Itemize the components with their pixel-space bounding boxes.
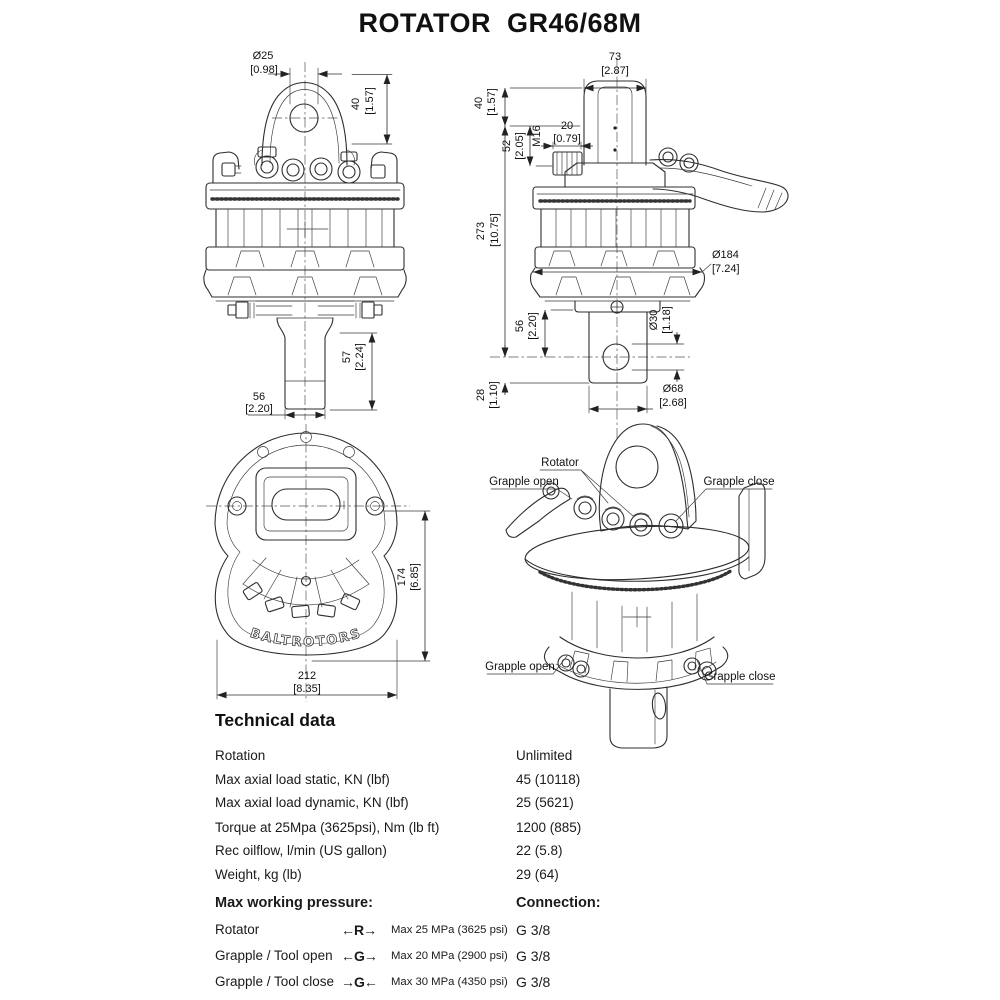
dim-front-w56-in: [2.20] [245,403,273,415]
dim-side-dia30: Ø30 [648,309,660,331]
table-row [215,748,635,766]
table-row [215,820,635,838]
flow-direction-arrows: →G← [341,974,377,990]
dim-front-v57-in: [2.24] [354,343,366,371]
row-label: Torque at 25Mpa (3625psi), Nm (lb ft) [215,820,440,835]
row-label: Rec oilflow, l/min (US gallon) [215,843,387,858]
row-value: 25 (5621) [516,795,574,810]
label-grapple-open-bottom: Grapple open [485,661,555,673]
dim-side-v56: 56 [514,319,526,333]
iso-view-drawing [455,415,790,760]
dim-side-v52-in: [2.05] [514,132,526,160]
pressure-row [215,948,655,968]
dim-front-h40: 40 [350,97,362,111]
row-value: 22 (5.8) [516,843,563,858]
row-value: 29 (64) [516,867,559,882]
row-value: 45 (10118) [516,772,581,787]
iso-callouts [485,457,775,684]
dim-front-h40-in: [1.57] [364,87,376,115]
side-body [531,187,705,313]
connection-value: G 3/8 [516,922,551,938]
dim-side-v56-in: [2.20] [527,312,539,340]
brand-text: BALTROTORS [248,625,364,651]
dim-side-v52: 52 [501,139,513,153]
side-view-drawing [470,45,800,420]
pressure-value: Max 30 MPa (4350 psi) [391,976,508,988]
row-value: Unlimited [516,748,573,763]
flow-direction-arrows: ←G→ [341,948,377,964]
row-label: Rotation [215,748,266,763]
pressure-row-label: Rotator [215,922,260,937]
dim-front-w56: 56 [252,391,266,403]
dim-side-w73: 73 [608,51,622,63]
side-hose-guard-arm [650,148,788,212]
iso-shaft [610,687,667,748]
front-hydraulic-ports [222,147,385,183]
tech-data-heading: Technical data [215,710,336,730]
pressure-row-label: Grapple / Tool close [215,974,335,989]
dim-top-w212-in: [8.35] [293,683,321,695]
front-shackle [254,83,354,166]
dim-side-v273: 273 [475,221,487,241]
flow-direction-arrows: ←R→ [341,922,377,938]
side-shaft [589,312,647,383]
dim-front-dia25: Ø25 [252,50,274,62]
dim-side-w73-in: [2.87] [601,65,629,77]
iso-body [524,521,750,689]
dim-top-v174: 174 [396,567,408,587]
dim-front-v57: 57 [341,350,353,364]
dim-side-dia68: Ø68 [662,383,684,395]
dim-side-dia184-in: [7.24] [712,263,740,275]
dim-side-v28-in: [1.10] [488,381,500,409]
row-label: Weight, kg (lb) [215,867,302,882]
pressure-value: Max 20 MPa (2900 psi) [391,950,508,962]
dim-top-v174-in: [6.85] [409,563,421,591]
pressure-table [215,918,655,998]
label-grapple-close-bottom: Grapple close [704,671,776,683]
connection-value: G 3/8 [516,974,551,990]
pressure-row-label: Grapple / Tool open [215,948,333,963]
dim-side-h40: 40 [473,96,485,110]
tech-data-table [215,746,635,896]
dim-side-v28: 28 [475,388,487,402]
row-label: Max axial load dynamic, KN (lbf) [215,795,409,810]
pressure-row [215,974,655,994]
label-grapple-open-top: Grapple open [489,476,559,488]
front-centerlines [272,62,338,420]
dim-side-dia68-in: [2.68] [659,397,687,409]
front-view-drawing [200,45,460,425]
dim-side-w20: 20 [560,120,574,132]
dim-side-dia184: Ø184 [712,249,739,261]
label-rotator: Rotator [541,457,579,469]
table-row [215,843,635,861]
iso-right-bracket [739,483,765,579]
dim-side-v273-in: [10.75] [489,213,501,247]
table-row [215,772,635,790]
dim-side-thread: M16 [531,125,543,147]
pressure-heading: Max working pressure: [215,895,373,911]
table-row [215,795,635,813]
table-row [215,867,635,885]
dim-side-w20-in: [0.79] [553,133,581,145]
front-dimensions [245,50,392,419]
dim-side-dia30-in: [1.18] [661,306,673,334]
side-dimensions [473,51,740,413]
connection-value: G 3/8 [516,948,551,964]
connection-heading: Connection: [516,895,601,911]
top-view-drawing [200,420,445,705]
pressure-row [215,922,655,942]
pressure-value: Max 25 MPa (3625 psi) [391,924,508,936]
dim-top-w212: 212 [297,670,317,682]
row-value: 1200 (885) [516,820,582,835]
dim-front-dia25-in: [0.98] [250,64,278,76]
label-grapple-close-top: Grapple close [703,476,775,488]
dim-side-h40-in: [1.57] [486,88,498,116]
page-title: ROTATOR GR46/68M [358,8,642,38]
row-label: Max axial load static, KN (lbf) [215,772,390,787]
